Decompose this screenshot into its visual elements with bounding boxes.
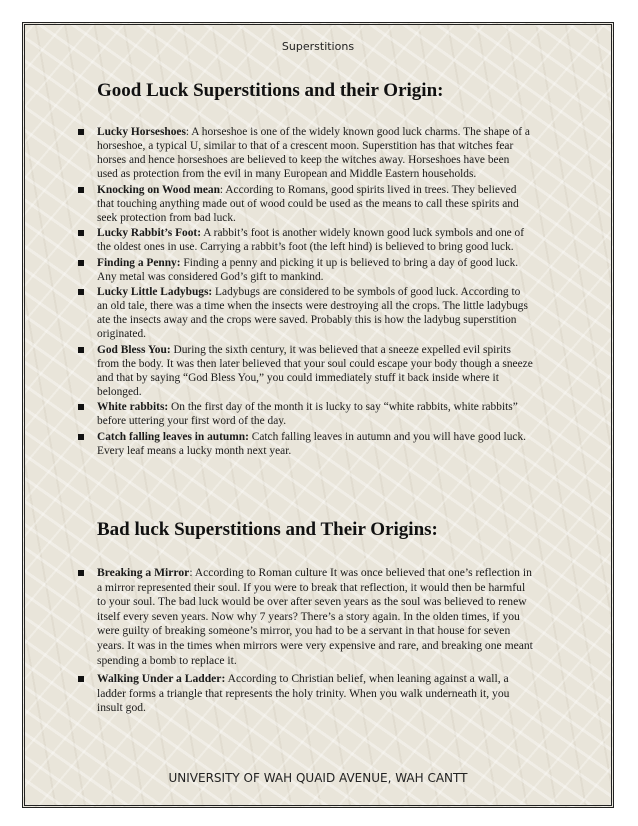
page-header: Superstitions xyxy=(281,40,355,53)
list-item xyxy=(25,430,611,458)
item-title: Walking Under a Ladder: xyxy=(97,672,226,686)
item-title: Finding a Penny: xyxy=(97,256,181,269)
square-bullet-icon xyxy=(78,404,84,410)
item-text: Catch falling leaves in autumn and you will have good luck. Every leaf means a lucky month next year. xyxy=(97,430,526,457)
item-title: Lucky Little Ladybugs: xyxy=(97,286,213,298)
bad-luck-heading: Bad luck Superstitions and Their Origins: xyxy=(97,519,438,540)
bad-luck-list xyxy=(25,566,611,720)
item-text: During the sixth century, it was believed that a sneeze expelled evil spirits from the body. It was then later believed that your soul could escape your body though a sneeze and that by saying “God Bless You,” you could immediately stuff it back inside where it belonged. xyxy=(97,343,533,398)
good-luck-heading: Good Luck Superstitions and their Origin: xyxy=(97,80,444,101)
item-text: Finding a penny and picking it up is believed to bring a day of good luck. Any metal was considered God’s gift to mankind. xyxy=(97,256,519,283)
list-item xyxy=(25,183,611,225)
square-bullet-icon xyxy=(78,230,84,236)
item-title: God Bless You: xyxy=(97,343,171,356)
item-title: Lucky Horseshoes xyxy=(97,126,186,138)
item-title: Knocking on Wood mean xyxy=(97,183,220,196)
page-footer: UNIVERSITY OF WAH QUAID AVENUE, WAH CANTT xyxy=(168,771,468,785)
list-item xyxy=(25,125,611,181)
item-text: Ladybugs are considered to be symbols of good luck. According to an old tale, there was a time when the insects were destroying all the crops. The little ladybugs ate the insects away and the crops were saved. Probably this is how the ladybug superstition originated. xyxy=(97,286,528,340)
square-bullet-icon xyxy=(78,260,84,266)
list-item xyxy=(25,672,611,716)
list-item xyxy=(25,566,611,668)
item-text: According to Christian belief, when leaning against a wall, a ladder forms a triangle that represents the holy trinity. When you walk underneath it, you insult god. xyxy=(97,672,510,715)
list-item xyxy=(25,226,611,254)
square-bullet-icon xyxy=(78,676,84,682)
item-text: : According to Romans, good spirits lived in trees. They believed that touching anything made out of wood could be used as the means to call these spirits and seek protection from bad luck. xyxy=(97,183,519,224)
good-luck-list xyxy=(25,125,611,459)
item-text: : According to Roman culture It was once believed that one’s reflection in a mirror represented their soul. If you were to break that reflection, it would then be harmful to your soul. The bad luck would be over after seven years as the soul was believed to renew itself every seven years. Now why 7 years? There’s a story again. In the olden times, if you were guilty of breaking someone’s mirror, you had to be a servant in that house for seven years. It was in the times when mirrors were very expensive and rare, and breaking one meant spending a bomb to replace it. xyxy=(97,566,533,667)
square-bullet-icon xyxy=(78,347,84,353)
list-item xyxy=(25,256,611,284)
list-item xyxy=(25,285,611,341)
square-bullet-icon xyxy=(78,289,84,295)
item-title: White rabbits: xyxy=(97,401,169,413)
item-text: On the first day of the month it is lucky to say “white rabbits, white rabbits” before uttering your first word of the day. xyxy=(97,401,518,427)
square-bullet-icon xyxy=(78,187,84,193)
square-bullet-icon xyxy=(78,129,84,135)
item-text: : A horseshoe is one of the widely known good luck charms. The shape of a horseshoe, a typical U, similar to that of a crescent moon. Superstition has that witches fear horses and hence horseshoes are believed to keep the witches away. Horseshoes have been used as protection from the evil in many European and Middle Eastern households. xyxy=(97,126,530,180)
square-bullet-icon xyxy=(78,434,84,440)
list-item xyxy=(25,400,611,428)
item-text: A rabbit’s foot is another widely known good luck symbols and one of the oldest ones in use. Carrying a rabbit’s foot (the left hind) is believed to bring good luck. xyxy=(97,227,525,253)
item-title: Catch falling leaves in autumn: xyxy=(97,430,249,443)
document-page xyxy=(22,22,614,808)
square-bullet-icon xyxy=(78,570,84,576)
item-title: Lucky Rabbit’s Foot: xyxy=(97,227,202,239)
list-item xyxy=(25,343,611,399)
item-title: Breaking a Mirror xyxy=(97,566,190,579)
